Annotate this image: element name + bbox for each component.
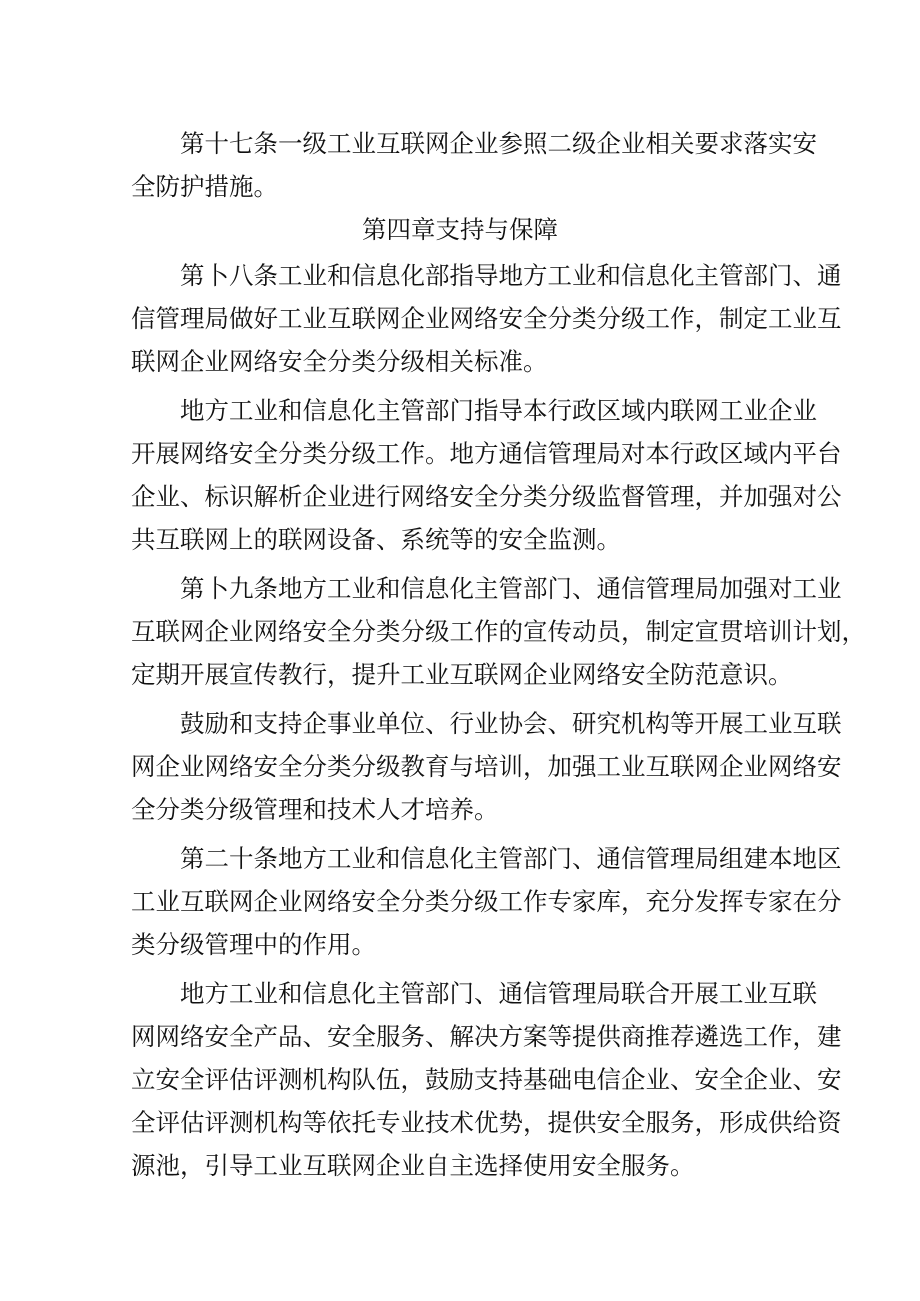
paragraph-4-line-3: 定期开展宣传教行，提升工业互联网企业网络安全防范意识。 [131,660,793,689]
paragraph-1-line-2: 全防护措施。 [131,172,278,201]
paragraph-7-line-1: 地方工业和信息化主管部门、通信管理局联合开展工业互联 [180,979,817,1008]
paragraph-7-line-3: 立安全评估评测机构队伍，鼓励支持基础电信企业、安全企业、安 [131,1065,842,1094]
chapter-heading: 第四章支持与保障 [362,215,558,244]
paragraph-4-line-1: 第卜九条地方工业和信息化主管部门、通信管理局加强对工业 [180,574,842,603]
paragraph-2-line-2: 信管理局做好工业互联网企业网络安全分类分级工作，制定工业互 [131,304,842,333]
paragraph-7-line-4: 全评估评测机构等依托专业技术优势，提供安全服务，形成供给资 [131,1108,842,1137]
paragraph-6-line-2: 工业互联网企业网络安全分类分级工作专家库，充分发挥专家在分 [131,887,842,916]
paragraph-1-line-1: 第十七条一级工业互联网企业参照二级企业相关要求落实安 [180,129,817,158]
paragraph-7-line-2: 网网络安全产品、安全服务、解决方案等提供商推荐遴选工作，建 [131,1022,842,1051]
paragraph-7-line-5: 源池，引导工业互联网企业自主选择使用安全服务。 [131,1151,695,1180]
paragraph-2-line-1: 第卜八条工业和信息化部指导地方工业和信息化主管部门、通 [180,261,842,290]
paragraph-3-line-2: 开展网络安全分类分级工作。地方通信管理局对本行政区域内平台 [131,439,842,468]
paragraph-4-line-2: 互联网企业网络安全分类分级工作的宣传动员，制定宣贯培训计划， [131,617,866,646]
paragraph-5-line-1: 鼓励和支持企事业单位、行业协会、研究机构等开展工业互联 [180,709,842,738]
paragraph-6-line-3: 类分级管理中的作用。 [131,930,376,959]
paragraph-3-line-1: 地方工业和信息化主管部门指导本行政区域内联网工业企业 [180,396,817,425]
paragraph-3-line-4: 共互联网上的联网设备、系统等的安全监测。 [131,525,621,554]
paragraph-5-line-3: 全分类分级管理和技术人才培养。 [131,795,499,824]
paragraph-5-line-2: 网企业网络安全分类分级教育与培训，加强工业互联网企业网络安 [131,752,842,781]
paragraph-3-line-3: 企业、标识解析企业进行网络安全分类分级监督管理，并加强对公 [131,482,842,511]
paragraph-2-line-3: 联网企业网络安全分类分级相关标准。 [131,347,548,376]
paragraph-6-line-1: 第二十条地方工业和信息化主管部门、通信管理局组建本地区 [180,844,842,873]
